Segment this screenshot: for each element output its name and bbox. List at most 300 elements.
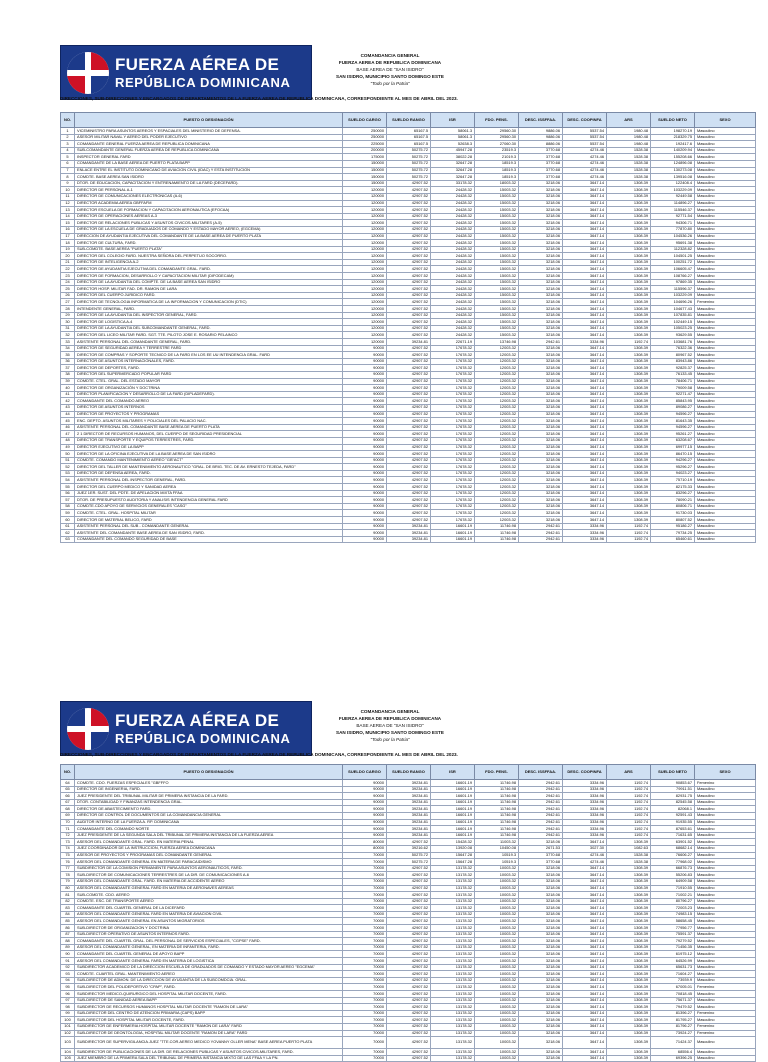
col-sueldo-rango-cell: 42907.52 [387, 457, 431, 464]
col-desc-coopinfa-cell: 3647.14 [563, 207, 607, 214]
col-desc-issffaa-cell: 3218.06 [519, 977, 563, 984]
col-sexo-cell: Masculino [695, 371, 756, 378]
col-puesto-cell: SUB-COMANDANTE GENERAL FUERZA AEREA DE REPUBLICA DOMINICANA [75, 147, 343, 154]
col-ars-cell: 1308.39 [607, 200, 651, 207]
col-fdo-pens-cell: 10003.32 [475, 872, 519, 879]
header-row [61, 113, 756, 128]
col-ars-cell: 1308.39 [607, 885, 651, 892]
col-sueldo-cargo-cell: 250000 [343, 128, 387, 135]
col-sueldo-cargo-cell: 120000 [343, 259, 387, 266]
col-no-cell: 32 [61, 332, 75, 339]
col-no-cell: 84 [61, 911, 75, 918]
col-isr-cell: 17678.32 [431, 451, 475, 458]
col-ars-cell: 1308.39 [607, 931, 651, 938]
col-sueldo-cargo-cell: 70000 [343, 925, 387, 932]
col-desc-issffaa-cell: 3218.06 [519, 1004, 563, 1011]
col-no-cell: 105 [61, 1055, 75, 1062]
col-isr-cell: 24428.32 [431, 286, 475, 293]
table-row [61, 371, 756, 378]
col-fdo-pens-cell: 12003.32 [475, 477, 519, 484]
heading-line-2: FUERZA AEREA DE REPUBLICA DOMINICANA [338, 716, 442, 721]
col-isr-cell: 24428.32 [431, 233, 475, 240]
table-row [61, 859, 756, 866]
col-desc-issffaa-cell: 9886.06 [519, 128, 563, 135]
col-puesto-cell: DIRECTOR DE ASUNTOS INTERNACIONALES, FARD. [75, 358, 343, 365]
table-row [61, 385, 756, 392]
header-col-desc-issffaa: DESC. ISSFFAA. [519, 113, 563, 128]
col-isr-cell: 17678.32 [431, 352, 475, 359]
col-ars-cell: 1192.74 [607, 339, 651, 346]
col-isr-cell: 24428.32 [431, 253, 475, 260]
header-col-isr: ISR [431, 113, 475, 128]
header-col-sexo: SEXO [695, 113, 756, 128]
col-sueldo-neto-cell: 79911.51 [651, 786, 695, 793]
col-puesto-cell: ASISTENTE PERSONAL DEL COMANDANTE GENERAL, FARD. [75, 339, 343, 346]
col-no-cell: 27 [61, 299, 75, 306]
col-desc-coopinfa-cell: 3647.14 [563, 180, 607, 187]
col-isr-cell: 13178.32 [431, 951, 475, 958]
col-ars-cell: 1308.39 [607, 898, 651, 905]
col-sueldo-rango-cell: 50275.72 [387, 160, 431, 167]
col-fdo-pens-cell: 10003.32 [475, 964, 519, 971]
col-isr-cell: 13178.32 [431, 925, 475, 932]
col-sueldo-cargo-cell: 120000 [343, 299, 387, 306]
col-sueldo-cargo-cell: 90000 [343, 371, 387, 378]
col-sueldo-neto-cell: 82545.58 [651, 799, 695, 806]
col-desc-coopinfa-cell: 3647.14 [563, 958, 607, 965]
col-puesto-cell: DIRECTOR DEL CUERPO JURIDICO FARD. [75, 292, 343, 299]
col-sueldo-neto-cell: 86470.15 [651, 451, 695, 458]
col-ars-cell: 1308.39 [607, 444, 651, 451]
col-desc-coopinfa-cell: 3647.14 [563, 398, 607, 405]
col-ars-cell: 1192.74 [607, 806, 651, 813]
col-desc-coopinfa-cell: 5537.54 [563, 128, 607, 135]
table-row [61, 180, 756, 187]
col-sexo-cell: Masculino [695, 174, 756, 181]
col-desc-issffaa-cell: 3218.06 [519, 240, 563, 247]
col-desc-coopinfa-cell: 4274.46 [563, 160, 607, 167]
col-isr-cell: 24428.32 [431, 312, 475, 319]
col-sexo-cell: Femenino [695, 780, 756, 787]
col-fdo-pens-cell: 15003.32 [475, 240, 519, 247]
col-sexo-cell: Masculino [695, 213, 756, 220]
col-sueldo-neto-cell: 94306.71 [651, 220, 695, 227]
col-ars-cell: 1082.63 [607, 845, 651, 852]
col-isr-cell: 24428.32 [431, 306, 475, 313]
header-col-sueldo-neto: SUELDO NETO [651, 113, 695, 128]
col-sueldo-cargo-cell: 70000 [343, 898, 387, 905]
col-no-cell: 40 [61, 385, 75, 392]
col-isr-cell: 13178.32 [431, 1004, 475, 1011]
col-desc-issffaa-cell: 3218.06 [519, 477, 563, 484]
header-col-desc-coopinfa: DESC. COOPINFA [563, 113, 607, 128]
col-sexo-cell: Masculino [695, 339, 756, 346]
col-no-cell: 48 [61, 437, 75, 444]
col-ars-cell: 1308.39 [607, 991, 651, 998]
col-sueldo-neto-cell: 63208.67 [651, 437, 695, 444]
col-fdo-pens-cell: 11746.98 [475, 536, 519, 543]
fard-logo [60, 701, 312, 756]
col-desc-coopinfa-cell: 3647.14 [563, 477, 607, 484]
col-sueldo-cargo-cell: 70000 [343, 1017, 387, 1024]
col-sexo-cell: Masculino [695, 141, 756, 148]
col-puesto-cell: COMDTE. CDO. FUERZAS ESPECIALES "GBFFFO [75, 780, 343, 787]
col-no-cell: 94 [61, 977, 75, 984]
col-desc-coopinfa-cell: 3647.14 [563, 391, 607, 398]
col-isr-cell: 13178.32 [431, 865, 475, 872]
col-isr-cell: 17678.32 [431, 437, 475, 444]
col-desc-issffaa-cell: 3218.06 [519, 484, 563, 491]
table-row [61, 878, 756, 885]
col-sueldo-rango-cell: 42907.52 [387, 931, 431, 938]
col-sexo-cell: Masculino [695, 793, 756, 800]
table-row [61, 253, 756, 260]
col-sueldo-rango-cell: 42907.52 [387, 266, 431, 273]
col-sueldo-cargo-cell: 90000 [343, 385, 387, 392]
col-puesto-cell: DIRECTOR DE PERSONAL A-1 [75, 187, 343, 194]
col-sueldo-rango-cell: 42907.52 [387, 911, 431, 918]
col-ars-cell: 1308.39 [607, 332, 651, 339]
col-no-cell: 31 [61, 325, 75, 332]
col-no-cell: 9 [61, 180, 75, 187]
col-fdo-pens-cell: 12003.32 [475, 470, 519, 477]
col-sexo-cell: Masculino [695, 273, 756, 280]
col-desc-issffaa-cell: 3218.06 [519, 352, 563, 359]
col-puesto-cell: DIRECTOR DE SEGURIDAD AEREA Y TERRESTRE FARD [75, 345, 343, 352]
col-sueldo-neto-cell: 87653.61 [651, 826, 695, 833]
col-fdo-pens-cell: 12003.32 [475, 484, 519, 491]
col-desc-issffaa-cell: 3218.06 [519, 958, 563, 965]
col-sueldo-cargo-cell: 70000 [343, 1023, 387, 1030]
table-row [61, 898, 756, 905]
col-desc-issffaa-cell: 3218.06 [519, 253, 563, 260]
table-row [61, 226, 756, 233]
col-puesto-cell: DIRECTOR DE MATERIAL BELICO, FARD [75, 517, 343, 524]
col-puesto-cell: DIRECTOR EJECUTIVO DE LA BAPP [75, 444, 343, 451]
col-desc-issffaa-cell: 3218.06 [519, 233, 563, 240]
col-fdo-pens-cell: 10003.32 [475, 918, 519, 925]
col-puesto-cell: DIRECTOR DE DEFENSA AEREA, FARD. [75, 470, 343, 477]
col-sueldo-rango-cell: 50275.72 [387, 154, 431, 161]
col-sexo-cell: Masculino [695, 286, 756, 293]
col-sueldo-rango-cell: 42907.52 [387, 411, 431, 418]
col-puesto-cell: ASESOR DEL COMANDANTE GENERAL FARD EN MATERIA DE LOGISTICA [75, 958, 343, 965]
col-no-cell: 89 [61, 944, 75, 951]
document-subtitle: DIRECCIONES, SUB-DIRECCIONES Y ENCARGADOS DE DEPARTAMENTOS DE LA FUERZA AEREA DE REPUBLICA DOMINICANA, CORRESPONDIENTE AL MES DE ABRIL DEL 2023. [60, 752, 458, 757]
col-puesto-cell: DIRECTOR DE LOGISTICA A-4 [75, 319, 343, 326]
col-isr-cell: 17678.32 [431, 424, 475, 431]
fard-logo [60, 45, 312, 100]
col-desc-coopinfa-cell: 3647.14 [563, 977, 607, 984]
col-sexo-cell: Masculino [695, 951, 756, 958]
col-sueldo-cargo-cell: 70000 [343, 859, 387, 866]
col-no-cell: 78 [61, 872, 75, 879]
col-desc-issffaa-cell: 3218.06 [519, 325, 563, 332]
col-ars-cell: 1192.74 [607, 793, 651, 800]
col-fdo-pens-cell: 11746.98 [475, 806, 519, 813]
col-isr-cell: 24428.32 [431, 213, 475, 220]
table-header-row [61, 113, 756, 128]
table-row [61, 497, 756, 504]
col-puesto-cell: ASISTENTE DEL COMANDANTE BASE AEREA DE SAN ISIDRO, FARD. [75, 530, 343, 537]
col-fdo-pens-cell: 11746.98 [475, 530, 519, 537]
col-sueldo-neto-cell: 80806.71 [651, 503, 695, 510]
col-sueldo-cargo-cell: 70000 [343, 918, 387, 925]
col-fdo-pens-cell: 12003.32 [475, 404, 519, 411]
col-fdo-pens-cell: 21019.3 [475, 154, 519, 161]
col-desc-issffaa-cell: 3218.06 [519, 411, 563, 418]
col-puesto-cell: DIRECTOR DE CULTURA, FARD. [75, 240, 343, 247]
table-row [61, 780, 756, 787]
table-row [61, 391, 756, 398]
col-puesto-cell: COMDTE. CUARTEL GRAL. MANTENIMIENTO AEREO [75, 971, 343, 978]
col-sueldo-cargo-cell: 70000 [343, 991, 387, 998]
col-sexo-cell: Masculino [695, 931, 756, 938]
col-no-cell: 56 [61, 490, 75, 497]
col-sueldo-neto-cell: 103229.09 [651, 292, 695, 299]
col-sexo-cell: Masculino [695, 147, 756, 154]
table-row [61, 938, 756, 945]
col-sueldo-rango-cell: 42907.52 [387, 352, 431, 359]
col-sexo-cell: Femenino [695, 1023, 756, 1030]
table-row [61, 911, 756, 918]
col-sueldo-rango-cell: 39234.81 [387, 523, 431, 530]
col-no-cell: 81 [61, 892, 75, 899]
col-desc-coopinfa-cell: 3647.14 [563, 240, 607, 247]
col-sueldo-rango-cell: 42907.52 [387, 984, 431, 991]
col-sueldo-rango-cell: 42907.52 [387, 958, 431, 965]
table-row [61, 160, 756, 167]
col-sueldo-cargo-cell: 90000 [343, 812, 387, 819]
col-no-cell: 92 [61, 964, 75, 971]
col-puesto-cell: ASESOR DE PROYECTOS Y PROGRAMAS DEL COMANDANTE GENERAL [75, 852, 343, 859]
col-desc-issffaa-cell: 3218.06 [519, 365, 563, 372]
col-desc-coopinfa-cell: 3647.14 [563, 418, 607, 425]
col-fdo-pens-cell: 12003.32 [475, 437, 519, 444]
col-no-cell: 85 [61, 918, 75, 925]
col-sueldo-neto-cell: 67005.01 [651, 984, 695, 991]
col-sueldo-cargo-cell: 70000 [343, 1055, 387, 1062]
col-sueldo-neto-cell: 75671.37 [651, 997, 695, 1004]
col-desc-issffaa-cell: 3218.06 [519, 299, 563, 306]
col-puesto-cell: ASESOR DEL COMANDANTE GRAL. FARD. EN MATERIA DE ACCIDENTE AEREO [75, 878, 343, 885]
col-desc-coopinfa-cell: 3647.14 [563, 885, 607, 892]
col-sueldo-rango-cell: 42907.52 [387, 345, 431, 352]
col-sueldo-neto-cell: 114896.27 [651, 200, 695, 207]
col-ars-cell: 1308.39 [607, 233, 651, 240]
col-desc-issffaa-cell: 3218.06 [519, 865, 563, 872]
col-puesto-cell: ASESOR DEL COMANDANTE GENERAL FARD EN MATERIA DE AERONAVES AEREAS [75, 885, 343, 892]
col-puesto-cell: COMDTE. COMANDO MANTENIMIENTO AEREO "GB"ACT" [75, 457, 343, 464]
col-ars-cell: 1308.39 [607, 299, 651, 306]
col-sueldo-rango-cell: 42907.52 [387, 517, 431, 524]
col-desc-coopinfa-cell: 3647.14 [563, 444, 607, 451]
col-isr-cell: 32647.28 [431, 174, 475, 181]
col-isr-cell: 16601.19 [431, 806, 475, 813]
col-ars-cell: 1308.39 [607, 286, 651, 293]
col-sueldo-cargo-cell: 90000 [343, 786, 387, 793]
col-ars-cell: 1308.39 [607, 266, 651, 273]
col-sueldo-rango-cell: 42907.52 [387, 187, 431, 194]
col-sueldo-rango-cell: 39216.62 [387, 845, 431, 852]
col-no-cell: 43 [61, 404, 75, 411]
col-fdo-pens-cell: 15003.32 [475, 200, 519, 207]
col-desc-coopinfa-cell: 3647.14 [563, 931, 607, 938]
col-desc-issffaa-cell: 3218.06 [519, 312, 563, 319]
col-fdo-pens-cell: 10003.32 [475, 1017, 519, 1024]
col-sueldo-cargo-cell: 120000 [343, 339, 387, 346]
table-row [61, 404, 756, 411]
col-isr-cell: 13178.32 [431, 997, 475, 1004]
col-sueldo-neto-cell: 95296.27 [651, 464, 695, 471]
col-puesto-cell: DTOR. CONTABILIDAD Y FINANZAS INTENDENCIA GRAL. [75, 799, 343, 806]
col-desc-coopinfa-cell: 3647.14 [563, 365, 607, 372]
col-ars-cell: 1192.74 [607, 812, 651, 819]
document-subtitle: DIRECCIONES, SUB-DIRECCIONES Y ENCARGADOS DE DEPARTAMENTOS DE LA FUERZA AEREA DE REPUBLICA DOMINICANA, CORRESPONDIENTE AL MES DE ABRIL DEL 2023. [60, 96, 458, 101]
col-puesto-cell: INTENDENTE GENERAL, FARD. [75, 306, 343, 313]
col-no-cell: 8 [61, 174, 75, 181]
col-desc-issffaa-cell: 2942.61 [519, 793, 563, 800]
col-sueldo-neto-cell: 81796.27 [651, 1023, 695, 1030]
col-desc-issffaa-cell: 3218.06 [519, 398, 563, 405]
col-sueldo-neto-cell: 83296.27 [651, 490, 695, 497]
col-puesto-cell: DIRECTOR DE LA AYUDANTIA DEL SUBCOMANDANTE GENERAL, FARD. [75, 325, 343, 332]
col-desc-coopinfa-cell: 3647.14 [563, 865, 607, 872]
col-fdo-pens-cell: 11746.98 [475, 812, 519, 819]
table-row [61, 444, 756, 451]
col-sueldo-cargo-cell: 120000 [343, 292, 387, 299]
col-isr-cell: 38022.28 [431, 154, 475, 161]
col-sueldo-neto-cell: 81643.35 [651, 418, 695, 425]
col-sexo-cell: Masculino [695, 484, 756, 491]
col-fdo-pens-cell: 10003.32 [475, 885, 519, 892]
col-fdo-pens-cell: 10003.32 [475, 892, 519, 899]
col-desc-issffaa-cell: 2942.61 [519, 780, 563, 787]
col-desc-coopinfa-cell: 3647.14 [563, 306, 607, 313]
col-sexo-cell: Masculino [695, 431, 756, 438]
col-no-cell: 75 [61, 852, 75, 859]
col-no-cell: 59 [61, 510, 75, 517]
col-puesto-cell: SUB-DIRECTOR DE DEONTOLOGIA, HOSPITAL MILITAR DOCENTE "RAMON DE LARA" FARD [75, 1030, 343, 1037]
col-sueldo-cargo-cell: 70000 [343, 878, 387, 885]
col-desc-coopinfa-cell: 3647.14 [563, 1017, 607, 1024]
col-ars-cell: 1308.39 [607, 451, 651, 458]
col-desc-coopinfa-cell: 4274.46 [563, 167, 607, 174]
col-sueldo-neto-cell: 79279.52 [651, 938, 695, 945]
col-sexo-cell: Masculino [695, 437, 756, 444]
col-desc-issffaa-cell: 3218.06 [519, 424, 563, 431]
col-fdo-pens-cell: 12003.32 [475, 464, 519, 471]
col-sexo-cell: Masculino [695, 418, 756, 425]
col-no-cell: 38 [61, 371, 75, 378]
col-ars-cell: 1528.38 [607, 147, 651, 154]
col-sexo-cell: Masculino [695, 378, 756, 385]
col-sexo-cell: Masculino [695, 510, 756, 517]
col-fdo-pens-cell: 12003.32 [475, 503, 519, 510]
col-sueldo-neto-cell: 77968.02 [651, 859, 695, 866]
col-ars-cell: 1308.39 [607, 325, 651, 332]
col-no-cell: 33 [61, 339, 75, 346]
col-desc-coopinfa-cell: 3647.14 [563, 299, 607, 306]
header-col-ars: ARS [607, 765, 651, 780]
col-fdo-pens-cell: 15003.32 [475, 213, 519, 220]
col-sexo-cell: Masculino [695, 997, 756, 1004]
col-sexo-cell: Masculino [695, 411, 756, 418]
col-sueldo-cargo-cell: 90000 [343, 358, 387, 365]
table-row [61, 233, 756, 240]
col-no-cell: 83 [61, 905, 75, 912]
col-fdo-pens-cell: 12003.32 [475, 444, 519, 451]
col-ars-cell: 1308.39 [607, 503, 651, 510]
col-no-cell: 68 [61, 806, 75, 813]
col-isr-cell: 24428.32 [431, 319, 475, 326]
col-desc-issffaa-cell: 3218.06 [519, 938, 563, 945]
col-ars-cell: 1308.39 [607, 431, 651, 438]
col-puesto-cell: SUB-COMDTE. BASE AEREA "PUERTO PLATA" [75, 246, 343, 253]
col-puesto-cell: AUDITOR INTERNO DE LA FUERZA A. RP. DOMINICANA [75, 819, 343, 826]
col-fdo-pens-cell: 15003.32 [475, 226, 519, 233]
col-desc-issffaa-cell: 3218.06 [519, 457, 563, 464]
table-row [61, 325, 756, 332]
col-puesto-cell: ASESOR DEL COMANDANTE GENERAL, EN MATERIA DE INFANTERIA, FARD. [75, 944, 343, 951]
col-sueldo-cargo-cell: 150000 [343, 167, 387, 174]
col-no-cell: 5 [61, 154, 75, 161]
col-fdo-pens-cell: 11746.98 [475, 793, 519, 800]
table-row [61, 339, 756, 346]
col-no-cell: 49 [61, 444, 75, 451]
col-puesto-cell: COMDTE.CDO APOYO DE SERVICIOS GENERALES "CASG" [75, 503, 343, 510]
col-puesto-cell: COMANDANTE GENERAL FUERZA AEREA DE REPUBLICA DOMINICANA [75, 141, 343, 148]
col-fdo-pens-cell: 18519.3 [475, 160, 519, 167]
col-puesto-cell: SUBDIRECTOR ACADEMICO DE LA DIRECCION ESCUELA DE GRADUADOS DE COMANDO Y ESTADO MAYOR AEREO "EGCEMA" [75, 964, 343, 971]
col-no-cell: 53 [61, 470, 75, 477]
col-desc-coopinfa-cell: 3647.14 [563, 332, 607, 339]
col-puesto-cell: DIRECTOR DE RELACIONES PUBLICAS Y ASUNTOS CIVICOS-MILITARES (A-5) [75, 220, 343, 227]
table-row [61, 424, 756, 431]
col-ars-cell: 1308.39 [607, 418, 651, 425]
col-sueldo-rango-cell: 42907.52 [387, 1023, 431, 1030]
col-puesto-cell: SUBDIRECTOR DE PUBLICACIONES DE LA DIR. DE RELACIONES PUBLICAS Y ASUNTOS CIVICOS-MILITARES, FARD. [75, 1049, 343, 1056]
col-fdo-pens-cell: 12003.32 [475, 510, 519, 517]
col-sueldo-neto-cell: 105023.25 [651, 325, 695, 332]
col-isr-cell: 24428.32 [431, 240, 475, 247]
col-isr-cell: 13178.32 [431, 938, 475, 945]
col-puesto-cell: DIRECTOR DE LA ESCUELA DE GRADUADOS DE COMANDO Y ESTADO MAYOR AEREO, (EGCEMA) [75, 226, 343, 233]
table-row [61, 187, 756, 194]
col-isr-cell: 24428.32 [431, 246, 475, 253]
col-ars-cell: 1308.39 [607, 1004, 651, 1011]
col-sexo-cell: Masculino [695, 865, 756, 872]
col-no-cell: 4 [61, 147, 75, 154]
col-fdo-pens-cell: 10450.08 [475, 845, 519, 852]
col-sueldo-cargo-cell: 120000 [343, 273, 387, 280]
col-fdo-pens-cell: 12003.32 [475, 371, 519, 378]
table-row [61, 128, 756, 135]
col-sueldo-cargo-cell: 70000 [343, 905, 387, 912]
col-isr-cell: 17678.32 [431, 470, 475, 477]
col-sueldo-rango-cell: 50275.72 [387, 147, 431, 154]
col-ars-cell: 1308.39 [607, 1055, 651, 1062]
col-sueldo-cargo-cell: 90000 [343, 799, 387, 806]
col-desc-coopinfa-cell: 3647.14 [563, 484, 607, 491]
col-puesto-cell: ENLACE ENTRE EL INSTITUTO DOMINICANO DE AVIACION CIVIL (IDAC) Y ESTA INSTITUCION [75, 167, 343, 174]
col-puesto-cell: DIRECTOR DE FORMACION, DESARROLLO Y CAPACITACION MILITAR (DIFODECAM) [75, 273, 343, 280]
flag-emblem-icon [67, 52, 109, 94]
col-ars-cell: 1308.39 [607, 319, 651, 326]
col-sexo-cell: Masculino [695, 925, 756, 932]
col-puesto-cell: SUBDIRECTOR DE SUPERVIGILANCIA.JUEZ "TTE.COR.AEREO MEDICO YOVANNY OLLER MENA" BASE AEREA PUERTO PLATA [75, 1037, 343, 1049]
col-puesto-cell: JUEZ PRESIDENTE DE LA SEGUNDA SALA DEL TRIBUNAL DE PRIMERA INSTANCIA DE LA FUERZA AEREA [75, 832, 343, 839]
